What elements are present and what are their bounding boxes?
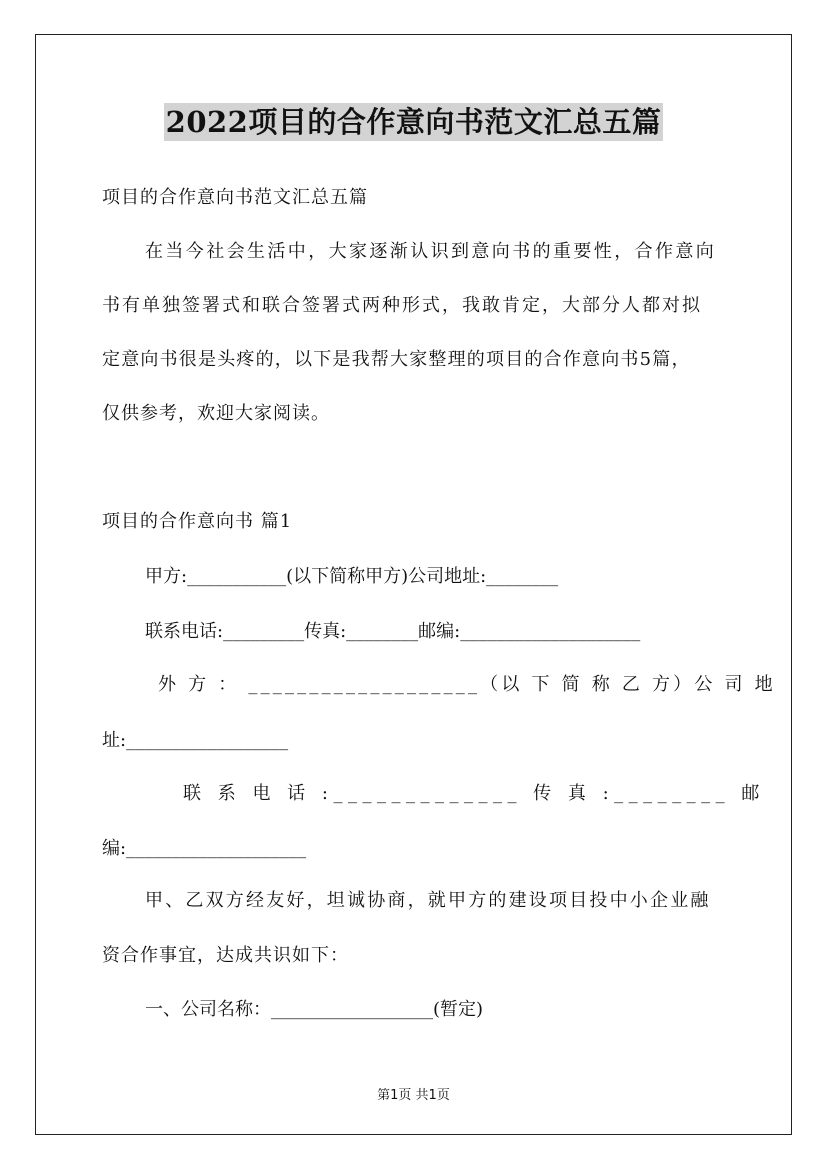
party-a-line: 甲方:___________(以下简称甲方)公司地址:________	[145, 566, 559, 587]
party-b-contact: 联 系 电 话 :_____________ 传 真 :________ 邮	[183, 783, 765, 804]
body-line-1: 甲、乙双方经友好，坦诚协商，就甲方的建设项目投中小企业融	[145, 890, 711, 911]
intro-line-4: 仅供参考，欢迎大家阅读。	[102, 403, 330, 424]
party-b-zip: 编:____________________	[102, 838, 307, 859]
document-title	[0, 100, 827, 141]
party-a-contact: 联系电话:_________传真:________邮编:____________________	[145, 621, 641, 642]
document-subtitle: 项目的合作意向书范文汇总五篇	[102, 187, 368, 208]
body-line-2: 资合作事宜，达成共识如下：	[102, 945, 349, 966]
intro-line-3: 定意向书很是头疼的，以下是我帮大家整理的项目的合作意向书5篇，	[102, 349, 691, 370]
item-1: 一、公司名称：__________________(暂定)	[145, 999, 484, 1020]
page-footer: 第1页 共1页	[377, 1088, 450, 1103]
party-b-line: 外 方 ： ___________________（以 下 简 称 乙 方）公 司 地	[158, 674, 776, 695]
intro-line-2: 书有单独签署式和联合签署式两种形式，我敢肯定，大部分人都对拟	[102, 295, 702, 316]
document-title-text: 2022项目的合作意向书范文汇总五篇	[165, 105, 662, 139]
section-heading: 项目的合作意向书 篇1	[102, 511, 293, 532]
party-b-address: 址:__________________	[102, 730, 289, 751]
intro-line-1: 在当今社会生活中，大家逐渐认识到意向书的重要性，合作意向	[145, 241, 717, 262]
